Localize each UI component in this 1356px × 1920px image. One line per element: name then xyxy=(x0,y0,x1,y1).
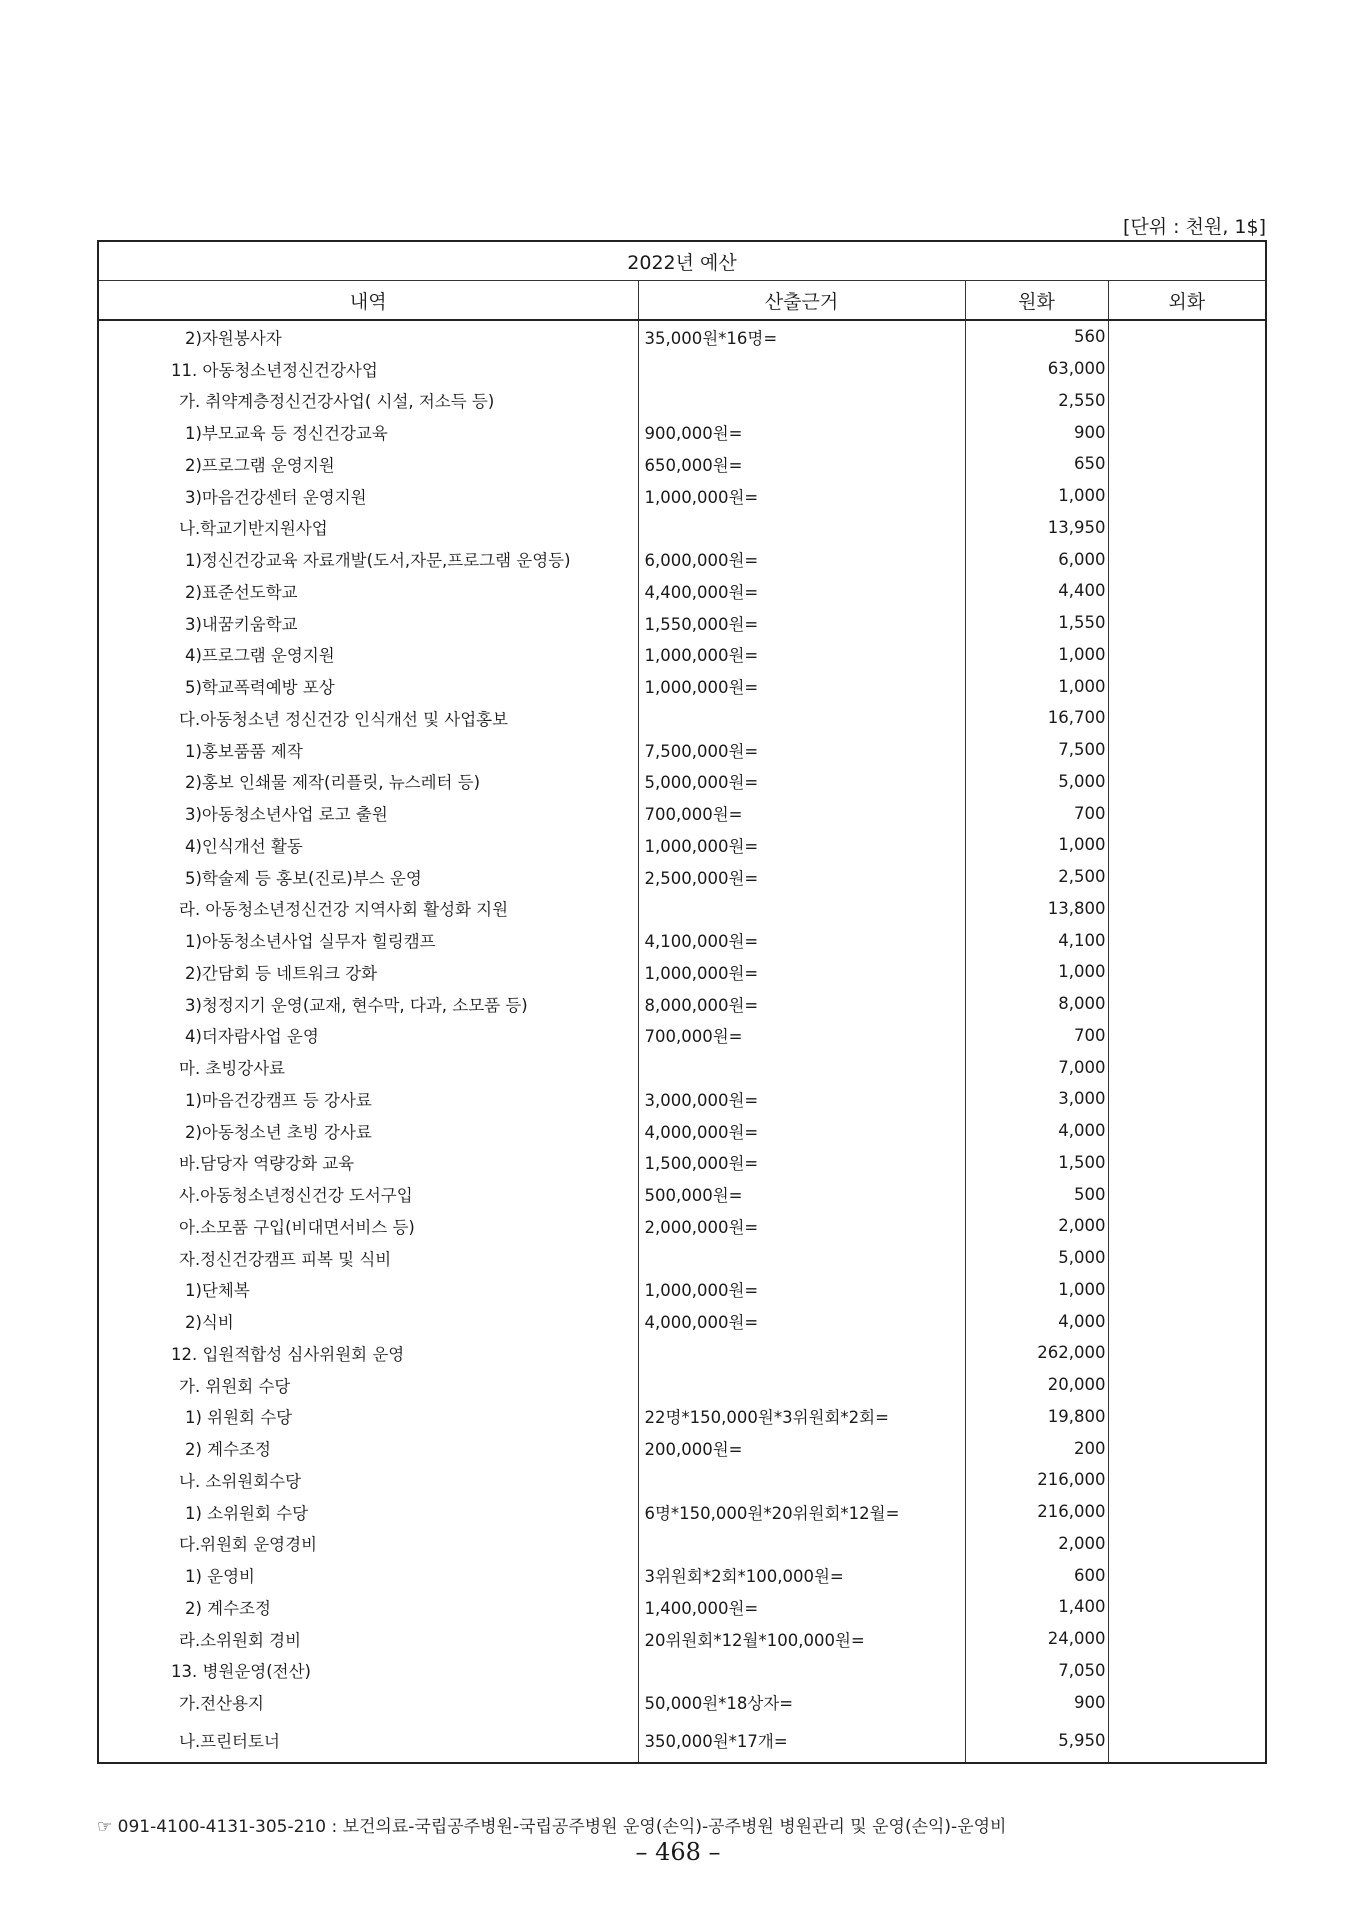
row-item: 4)프로그램 운영지원 xyxy=(98,639,638,671)
row-basis: 4,000,000원= xyxy=(638,1115,965,1147)
row-basis xyxy=(638,1337,965,1369)
row-basis: 4,000,000원= xyxy=(638,1305,965,1337)
header-basis: 산출근거 xyxy=(638,281,965,321)
table-row xyxy=(98,1305,1266,1337)
row-fx xyxy=(1108,575,1266,607)
row-krw: 1,550 xyxy=(965,607,1108,639)
row-krw: 5,000 xyxy=(965,766,1108,798)
row-basis: 4,100,000원= xyxy=(638,924,965,956)
row-basis: 1,000,000원= xyxy=(638,670,965,702)
row-krw: 500 xyxy=(965,1178,1108,1210)
table-row xyxy=(98,670,1266,702)
row-fx xyxy=(1108,320,1266,353)
table-row xyxy=(98,1369,1266,1401)
row-basis xyxy=(638,1655,965,1687)
row-krw: 8,000 xyxy=(965,988,1108,1020)
row-item: 2)홍보 인쇄물 제작(리플릿, 뉴스레터 등) xyxy=(98,766,638,798)
row-fx xyxy=(1108,1655,1266,1687)
row-fx xyxy=(1108,512,1266,544)
row-item: 2)자원봉사자 xyxy=(98,320,638,353)
row-krw: 13,800 xyxy=(965,893,1108,925)
row-fx xyxy=(1108,893,1266,925)
table-title-row xyxy=(98,241,1266,281)
row-basis: 1,550,000원= xyxy=(638,607,965,639)
row-item: 가.전산용지 xyxy=(98,1686,638,1718)
row-item: 2)프로그램 운영지원 xyxy=(98,448,638,480)
table-row xyxy=(98,543,1266,575)
row-krw: 24,000 xyxy=(965,1623,1108,1655)
table-row xyxy=(98,1083,1266,1115)
row-krw: 262,000 xyxy=(965,1337,1108,1369)
row-fx xyxy=(1108,1718,1266,1763)
row-basis: 500,000원= xyxy=(638,1178,965,1210)
table-row xyxy=(98,575,1266,607)
row-item: 아.소모품 구입(비대면서비스 등) xyxy=(98,1210,638,1242)
table-row xyxy=(98,1020,1266,1052)
row-krw: 13,950 xyxy=(965,512,1108,544)
row-basis xyxy=(638,1051,965,1083)
table-row xyxy=(98,893,1266,925)
row-krw: 900 xyxy=(965,1686,1108,1718)
row-basis xyxy=(638,1369,965,1401)
row-fx xyxy=(1108,797,1266,829)
row-basis: 20위원회*12월*100,000원= xyxy=(638,1623,965,1655)
row-fx xyxy=(1108,1496,1266,1528)
table-row xyxy=(98,512,1266,544)
row-fx xyxy=(1108,924,1266,956)
row-item: 사.아동청소년정신건강 도서구입 xyxy=(98,1178,638,1210)
row-item: 나.프린터토너 xyxy=(98,1718,638,1763)
row-item: 2)간담회 등 네트워크 강화 xyxy=(98,956,638,988)
row-krw: 560 xyxy=(965,320,1108,353)
row-basis xyxy=(638,1528,965,1560)
table-row xyxy=(98,1464,1266,1496)
row-krw: 216,000 xyxy=(965,1464,1108,1496)
row-basis xyxy=(638,1242,965,1274)
table-row xyxy=(98,385,1266,417)
row-item: 1)부모교육 등 정신건강교육 xyxy=(98,416,638,448)
row-fx xyxy=(1108,639,1266,671)
table-row xyxy=(98,1115,1266,1147)
table-row xyxy=(98,1242,1266,1274)
row-basis: 3위원회*2회*100,000원= xyxy=(638,1559,965,1591)
table-row xyxy=(98,639,1266,671)
table-row xyxy=(98,320,1266,353)
row-fx xyxy=(1108,702,1266,734)
row-fx xyxy=(1108,607,1266,639)
row-item: 13. 병원운영(전산) xyxy=(98,1655,638,1687)
row-item: 다.아동청소년 정신건강 인식개선 및 사업홍보 xyxy=(98,702,638,734)
row-krw: 2,000 xyxy=(965,1528,1108,1560)
table-row xyxy=(98,861,1266,893)
row-fx xyxy=(1108,353,1266,385)
row-fx xyxy=(1108,766,1266,798)
row-fx xyxy=(1108,988,1266,1020)
table-row xyxy=(98,1559,1266,1591)
row-krw: 2,550 xyxy=(965,385,1108,417)
table-header-row xyxy=(98,281,1266,321)
header-krw: 원화 xyxy=(965,281,1108,321)
row-fx xyxy=(1108,829,1266,861)
row-krw: 7,500 xyxy=(965,734,1108,766)
row-fx xyxy=(1108,1242,1266,1274)
row-basis: 6명*150,000원*20위원회*12월= xyxy=(638,1496,965,1528)
row-item: 마. 초빙강사료 xyxy=(98,1051,638,1083)
row-basis: 6,000,000원= xyxy=(638,543,965,575)
row-basis: 1,000,000원= xyxy=(638,480,965,512)
row-krw: 1,000 xyxy=(965,829,1108,861)
row-item: 라.소위원회 경비 xyxy=(98,1623,638,1655)
row-krw: 7,000 xyxy=(965,1051,1108,1083)
row-basis: 1,000,000원= xyxy=(638,956,965,988)
row-item: 1)아동청소년사업 실무자 힐링캠프 xyxy=(98,924,638,956)
row-basis: 1,400,000원= xyxy=(638,1591,965,1623)
table-row xyxy=(98,1686,1266,1718)
row-fx xyxy=(1108,1369,1266,1401)
row-basis xyxy=(638,893,965,925)
unit-label: [단위 : 천원, 1$] xyxy=(1123,216,1266,238)
row-basis xyxy=(638,702,965,734)
row-basis: 8,000,000원= xyxy=(638,988,965,1020)
table-row xyxy=(98,1178,1266,1210)
row-basis: 50,000원*18상자= xyxy=(638,1686,965,1718)
table-row xyxy=(98,766,1266,798)
row-basis: 1,000,000원= xyxy=(638,829,965,861)
row-basis: 35,000원*16명= xyxy=(638,320,965,353)
table-row xyxy=(98,1591,1266,1623)
row-krw: 4,000 xyxy=(965,1305,1108,1337)
row-item: 11. 아동청소년정신건강사업 xyxy=(98,353,638,385)
row-krw: 7,050 xyxy=(965,1655,1108,1687)
row-item: 3)내꿈키움학교 xyxy=(98,607,638,639)
row-krw: 5,000 xyxy=(965,1242,1108,1274)
row-item: 1)홍보품품 제작 xyxy=(98,734,638,766)
table-row xyxy=(98,353,1266,385)
table-row xyxy=(98,1274,1266,1306)
row-fx xyxy=(1108,1432,1266,1464)
header-fx: 외화 xyxy=(1108,281,1266,321)
table-title: 2022년 예산 xyxy=(98,241,1266,281)
row-item: 나. 소위원회수당 xyxy=(98,1464,638,1496)
table-row xyxy=(98,734,1266,766)
row-fx xyxy=(1108,1305,1266,1337)
row-krw: 200 xyxy=(965,1432,1108,1464)
row-item: 1) 소위원회 수당 xyxy=(98,1496,638,1528)
row-krw: 600 xyxy=(965,1559,1108,1591)
row-item: 12. 입원적합성 심사위원회 운영 xyxy=(98,1337,638,1369)
row-item: 다.위원회 운영경비 xyxy=(98,1528,638,1560)
row-fx xyxy=(1108,956,1266,988)
table-row xyxy=(98,416,1266,448)
row-fx xyxy=(1108,861,1266,893)
row-item: 자.정신건강캠프 피복 및 식비 xyxy=(98,1242,638,1274)
row-krw: 4,400 xyxy=(965,575,1108,607)
table-row xyxy=(98,1496,1266,1528)
row-item: 2) 계수조정 xyxy=(98,1591,638,1623)
header-item: 내역 xyxy=(98,281,638,321)
row-item: 5)학교폭력예방 포상 xyxy=(98,670,638,702)
row-fx xyxy=(1108,1528,1266,1560)
row-item: 가. 위원회 수당 xyxy=(98,1369,638,1401)
row-item: 4)더자람사업 운영 xyxy=(98,1020,638,1052)
row-krw: 700 xyxy=(965,1020,1108,1052)
row-krw: 20,000 xyxy=(965,1369,1108,1401)
row-basis: 1,000,000원= xyxy=(638,639,965,671)
table-row xyxy=(98,1432,1266,1464)
row-fx xyxy=(1108,1083,1266,1115)
row-item: 4)인식개선 활동 xyxy=(98,829,638,861)
row-krw: 900 xyxy=(965,416,1108,448)
row-item: 2) 계수조정 xyxy=(98,1432,638,1464)
row-krw: 216,000 xyxy=(965,1496,1108,1528)
table-row xyxy=(98,448,1266,480)
row-basis: 1,000,000원= xyxy=(638,1274,965,1306)
row-basis: 650,000원= xyxy=(638,448,965,480)
table-row xyxy=(98,1655,1266,1687)
row-basis: 900,000원= xyxy=(638,416,965,448)
budget-table xyxy=(97,240,1267,1764)
table-row xyxy=(98,607,1266,639)
row-krw: 1,000 xyxy=(965,956,1108,988)
row-fx xyxy=(1108,543,1266,575)
row-fx xyxy=(1108,448,1266,480)
row-krw: 2,500 xyxy=(965,861,1108,893)
row-item: 1) 운영비 xyxy=(98,1559,638,1591)
row-item: 2)식비 xyxy=(98,1305,638,1337)
row-krw: 1,000 xyxy=(965,1274,1108,1306)
row-item: 1)마음건강캠프 등 강사료 xyxy=(98,1083,638,1115)
table-row xyxy=(98,829,1266,861)
row-krw: 1,400 xyxy=(965,1591,1108,1623)
row-krw: 3,000 xyxy=(965,1083,1108,1115)
row-fx xyxy=(1108,385,1266,417)
row-fx xyxy=(1108,1591,1266,1623)
row-krw: 4,100 xyxy=(965,924,1108,956)
row-krw: 700 xyxy=(965,797,1108,829)
row-fx xyxy=(1108,1178,1266,1210)
row-basis: 350,000원*17개= xyxy=(638,1718,965,1763)
row-krw: 1,000 xyxy=(965,480,1108,512)
row-krw: 19,800 xyxy=(965,1401,1108,1433)
row-basis xyxy=(638,353,965,385)
row-basis: 7,500,000원= xyxy=(638,734,965,766)
table-row xyxy=(98,1528,1266,1560)
page-number: – 468 – xyxy=(635,1838,721,1866)
row-basis xyxy=(638,512,965,544)
row-fx xyxy=(1108,1147,1266,1179)
row-basis: 700,000원= xyxy=(638,1020,965,1052)
row-krw: 1,000 xyxy=(965,639,1108,671)
row-fx xyxy=(1108,416,1266,448)
row-item: 나.학교기반지원사업 xyxy=(98,512,638,544)
row-item: 3)아동청소년사업 로고 출원 xyxy=(98,797,638,829)
row-item: 1)단체복 xyxy=(98,1274,638,1306)
row-basis: 2,000,000원= xyxy=(638,1210,965,1242)
row-basis: 22명*150,000원*3위원회*2회= xyxy=(638,1401,965,1433)
row-fx xyxy=(1108,1337,1266,1369)
table-row xyxy=(98,1718,1266,1763)
row-item: 3)마음건강센터 운영지원 xyxy=(98,480,638,512)
row-krw: 16,700 xyxy=(965,702,1108,734)
table-row xyxy=(98,956,1266,988)
table-row xyxy=(98,797,1266,829)
row-basis: 700,000원= xyxy=(638,797,965,829)
row-fx xyxy=(1108,1020,1266,1052)
row-fx xyxy=(1108,1115,1266,1147)
row-fx xyxy=(1108,480,1266,512)
row-item: 2)아동청소년 초빙 강사료 xyxy=(98,1115,638,1147)
row-basis: 4,400,000원= xyxy=(638,575,965,607)
row-krw: 2,000 xyxy=(965,1210,1108,1242)
table-row xyxy=(98,1147,1266,1179)
row-krw: 1,500 xyxy=(965,1147,1108,1179)
row-fx xyxy=(1108,1559,1266,1591)
row-krw: 63,000 xyxy=(965,353,1108,385)
table-row xyxy=(98,988,1266,1020)
row-basis: 2,500,000원= xyxy=(638,861,965,893)
row-fx xyxy=(1108,734,1266,766)
row-basis: 1,500,000원= xyxy=(638,1147,965,1179)
row-item: 바.담당자 역량강화 교육 xyxy=(98,1147,638,1179)
row-fx xyxy=(1108,1401,1266,1433)
row-item: 5)학술제 등 홍보(진로)부스 운영 xyxy=(98,861,638,893)
row-item: 라. 아동청소년정신건강 지역사회 활성화 지원 xyxy=(98,893,638,925)
row-basis: 200,000원= xyxy=(638,1432,965,1464)
row-krw: 650 xyxy=(965,448,1108,480)
row-basis xyxy=(638,385,965,417)
row-fx xyxy=(1108,670,1266,702)
row-fx xyxy=(1108,1210,1266,1242)
row-item: 1) 위원회 수당 xyxy=(98,1401,638,1433)
row-basis: 3,000,000원= xyxy=(638,1083,965,1115)
table-row xyxy=(98,702,1266,734)
table-row xyxy=(98,924,1266,956)
row-fx xyxy=(1108,1623,1266,1655)
row-fx xyxy=(1108,1274,1266,1306)
row-basis: 5,000,000원= xyxy=(638,766,965,798)
table-row xyxy=(98,1210,1266,1242)
row-basis xyxy=(638,1464,965,1496)
row-item: 3)청정지기 운영(교재, 현수막, 다과, 소모품 등) xyxy=(98,988,638,1020)
table-row xyxy=(98,1051,1266,1083)
table-row xyxy=(98,1337,1266,1369)
row-item: 1)정신건강교육 자료개발(도서,자문,프로그램 운영등) xyxy=(98,543,638,575)
row-krw: 4,000 xyxy=(965,1115,1108,1147)
table-body xyxy=(98,320,1266,1763)
row-fx xyxy=(1108,1686,1266,1718)
table-row xyxy=(98,480,1266,512)
row-fx xyxy=(1108,1051,1266,1083)
row-item: 가. 취약계층정신건강사업( 시설, 저소득 등) xyxy=(98,385,638,417)
table-row xyxy=(98,1401,1266,1433)
row-krw: 6,000 xyxy=(965,543,1108,575)
budget-code-footnote: ☞ 091-4100-4131-305-210 : 보건의료-국립공주병원-국립공주병원 운영(손익)-공주병원 병원관리 및 운영(손익)-운영비 xyxy=(97,1817,1007,1837)
table-row xyxy=(98,1623,1266,1655)
row-fx xyxy=(1108,1464,1266,1496)
row-krw: 5,950 xyxy=(965,1718,1108,1763)
row-krw: 1,000 xyxy=(965,670,1108,702)
row-item: 2)표준선도학교 xyxy=(98,575,638,607)
